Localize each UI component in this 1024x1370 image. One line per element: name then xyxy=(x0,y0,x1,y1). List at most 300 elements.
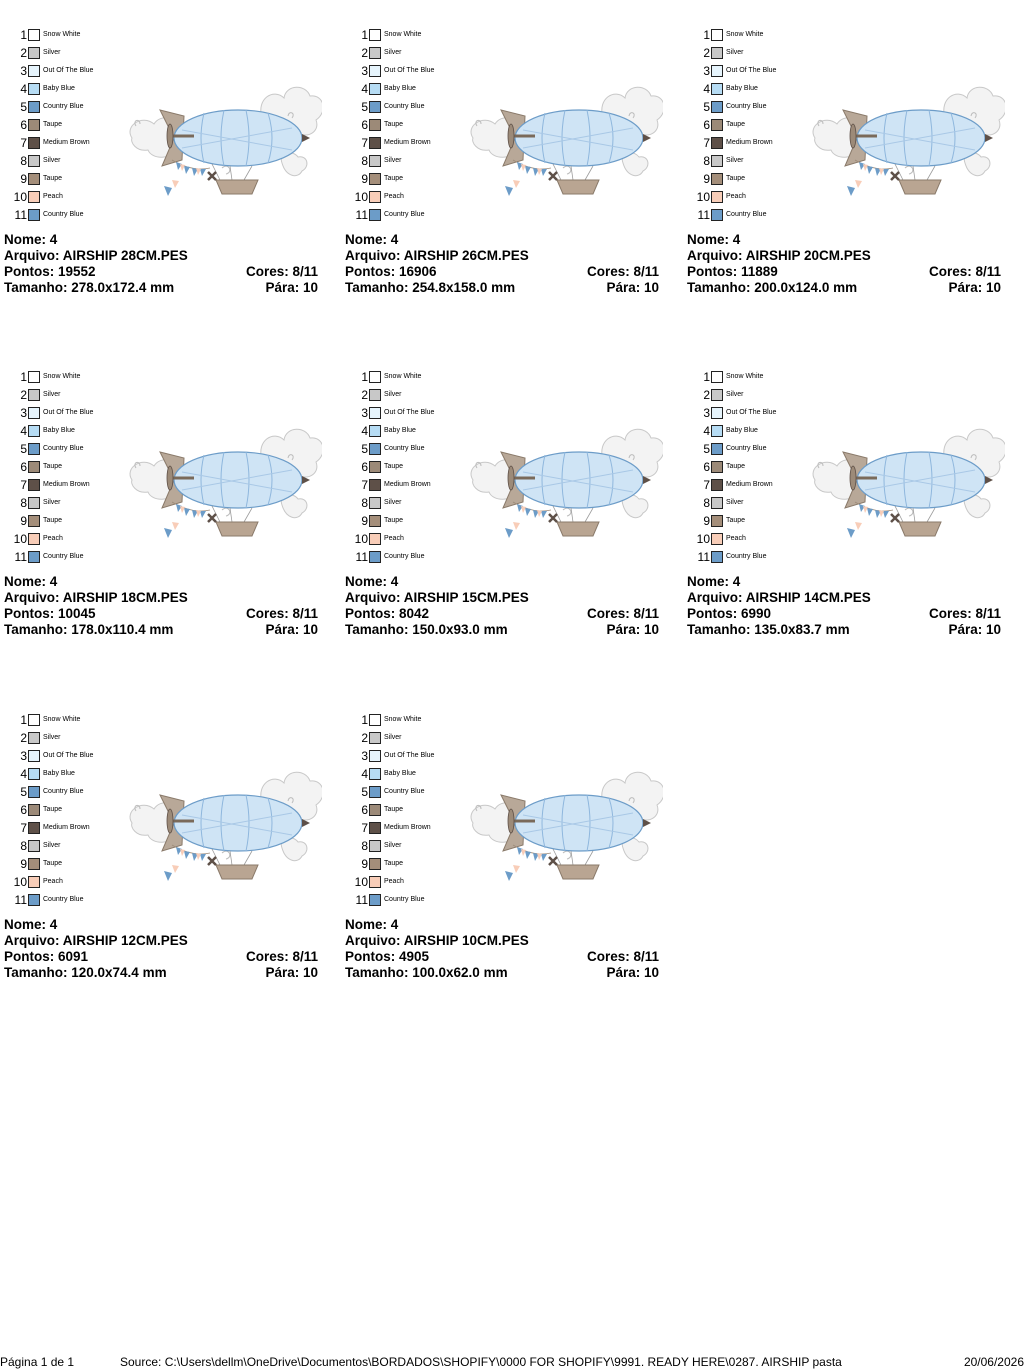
legend-number: 1 xyxy=(361,370,368,384)
legend-swatch xyxy=(28,786,40,798)
legend-name: Medium Brown xyxy=(726,481,773,488)
design-file: Arquivo: AIRSHIP 26CM.PES xyxy=(345,248,529,263)
legend-number: 10 xyxy=(13,190,27,204)
legend-swatch xyxy=(28,407,40,419)
legend-number: 8 xyxy=(20,154,27,168)
legend-swatch xyxy=(28,461,40,473)
legend-number: 10 xyxy=(354,532,368,546)
legend-swatch xyxy=(369,732,381,744)
legend-number: 2 xyxy=(20,46,27,60)
legend-swatch xyxy=(369,894,381,906)
design-preview xyxy=(112,68,322,208)
legend-name: Baby Blue xyxy=(43,770,75,777)
legend-swatch xyxy=(28,119,40,131)
legend-name: Silver xyxy=(43,391,61,398)
legend-name: Taupe xyxy=(43,806,63,813)
legend-number: 11 xyxy=(14,208,27,222)
design-colors: Cores: 8/11 xyxy=(928,606,1001,621)
legend-number: 5 xyxy=(361,100,368,114)
legend-number: 2 xyxy=(20,388,27,402)
legend-name: Taupe xyxy=(43,517,63,524)
legend-number: 8 xyxy=(703,154,710,168)
legend-name: Baby Blue xyxy=(384,85,416,92)
design-size: Tamanho: 254.8x158.0 mm xyxy=(345,280,516,295)
legend-swatch xyxy=(28,47,40,59)
legend-row xyxy=(10,368,130,386)
legend-row xyxy=(693,368,813,386)
legend-number: 4 xyxy=(703,424,710,438)
legend-swatch xyxy=(369,155,381,167)
legend-number: 4 xyxy=(703,82,710,96)
legend-name: Peach xyxy=(384,535,404,542)
legend-swatch xyxy=(711,479,723,491)
legend-name: Peach xyxy=(384,878,404,885)
legend-name: Country Blue xyxy=(726,553,767,560)
legend-swatch xyxy=(28,65,40,77)
design-name: Nome: 4 xyxy=(687,232,741,247)
legend-number: 5 xyxy=(703,442,710,456)
legend-number: 11 xyxy=(355,550,368,564)
legend-name: Country Blue xyxy=(43,211,84,218)
legend-name: Baby Blue xyxy=(43,427,75,434)
legend-number: 11 xyxy=(14,550,27,564)
legend-name: Taupe xyxy=(384,806,404,813)
legend-number: 5 xyxy=(361,785,368,799)
legend-swatch xyxy=(28,840,40,852)
legend-swatch xyxy=(369,714,381,726)
legend-swatch xyxy=(711,119,723,131)
design-info xyxy=(4,232,318,296)
legend-number: 2 xyxy=(361,731,368,745)
legend-name: Silver xyxy=(384,391,402,398)
legend-name: Snow White xyxy=(384,31,422,38)
legend-name: Silver xyxy=(384,499,402,506)
legend-number: 10 xyxy=(354,875,368,889)
legend-swatch xyxy=(711,443,723,455)
legend-swatch xyxy=(369,840,381,852)
design-file: Arquivo: AIRSHIP 15CM.PES xyxy=(345,590,529,605)
legend-number: 11 xyxy=(355,208,368,222)
legend-row xyxy=(10,711,130,729)
design-file: Arquivo: AIRSHIP 18CM.PES xyxy=(4,590,188,605)
legend-name: Country Blue xyxy=(43,553,84,560)
legend-name: Baby Blue xyxy=(384,427,416,434)
legend-row xyxy=(351,711,471,729)
legend-name: Medium Brown xyxy=(384,139,431,146)
design-colors: Cores: 8/11 xyxy=(586,949,659,964)
legend-row xyxy=(10,386,130,404)
legend-name: Peach xyxy=(726,193,746,200)
legend-row xyxy=(351,368,471,386)
legend-name: Taupe xyxy=(726,463,746,470)
legend-swatch xyxy=(711,191,723,203)
design-file: Arquivo: AIRSHIP 20CM.PES xyxy=(687,248,871,263)
legend-number: 11 xyxy=(697,550,710,564)
legend-swatch xyxy=(28,732,40,744)
airship-embroidery-icon xyxy=(453,68,663,208)
design-size: Tamanho: 100.0x62.0 mm xyxy=(345,965,508,980)
legend-name: Out Of The Blue xyxy=(384,752,435,759)
legend-number: 1 xyxy=(20,370,27,384)
design-stitches: Pontos: 16906 xyxy=(345,264,437,279)
legend-swatch xyxy=(28,768,40,780)
source-path: Source: C:\Users\dellm\OneDrive\Documentos\BORDADOS\SHOPIFY\0000 FOR SHOPIFY\9991. READY HERE\0287. AIRSHIP pasta xyxy=(120,1355,842,1369)
legend-name: Country Blue xyxy=(726,211,767,218)
design-card xyxy=(683,0,1003,320)
legend-name: Out Of The Blue xyxy=(726,67,777,74)
legend-name: Taupe xyxy=(43,175,63,182)
legend-name: Out Of The Blue xyxy=(384,409,435,416)
legend-name: Snow White xyxy=(43,716,81,723)
design-preview xyxy=(453,68,663,208)
design-name: Nome: 4 xyxy=(345,232,399,247)
legend-swatch xyxy=(28,822,40,834)
legend-name: Out Of The Blue xyxy=(726,409,777,416)
legend-number: 7 xyxy=(361,478,368,492)
legend-number: 7 xyxy=(361,136,368,150)
legend-name: Silver xyxy=(43,499,61,506)
legend-swatch xyxy=(711,83,723,95)
legend-name: Taupe xyxy=(43,121,63,128)
legend-row xyxy=(351,729,471,747)
design-stitches: Pontos: 11889 xyxy=(687,264,778,279)
airship-embroidery-icon xyxy=(453,753,663,893)
legend-name: Taupe xyxy=(726,175,746,182)
legend-row xyxy=(693,386,813,404)
design-info xyxy=(4,574,318,638)
legend-number: 7 xyxy=(20,821,27,835)
design-stitches: Pontos: 10045 xyxy=(4,606,96,621)
legend-row xyxy=(10,891,130,909)
legend-number: 10 xyxy=(696,190,710,204)
legend-swatch xyxy=(711,47,723,59)
legend-name: Baby Blue xyxy=(384,770,416,777)
legend-name: Taupe xyxy=(384,517,404,524)
design-preview xyxy=(453,753,663,893)
design-card xyxy=(0,0,320,320)
legend-name: Taupe xyxy=(384,860,404,867)
legend-name: Country Blue xyxy=(384,103,425,110)
legend-number: 7 xyxy=(20,136,27,150)
legend-swatch xyxy=(369,768,381,780)
legend-name: Taupe xyxy=(726,517,746,524)
legend-swatch xyxy=(28,443,40,455)
legend-swatch xyxy=(369,173,381,185)
design-stops: Pára: 10 xyxy=(606,965,659,980)
design-size: Tamanho: 150.0x93.0 mm xyxy=(345,622,508,637)
legend-number: 3 xyxy=(20,749,27,763)
design-stitches: Pontos: 6990 xyxy=(687,606,772,621)
legend-number: 1 xyxy=(20,713,27,727)
legend-name: Out Of The Blue xyxy=(43,67,94,74)
legend-number: 7 xyxy=(703,478,710,492)
legend-row xyxy=(351,44,471,62)
design-card xyxy=(0,685,320,1005)
design-colors: Cores: 8/11 xyxy=(245,264,318,279)
legend-swatch xyxy=(28,425,40,437)
design-size: Tamanho: 278.0x172.4 mm xyxy=(4,280,175,295)
design-info xyxy=(687,574,1001,638)
legend-number: 9 xyxy=(20,857,27,871)
legend-number: 6 xyxy=(20,803,27,817)
design-stitches: Pontos: 19552 xyxy=(4,264,96,279)
legend-swatch xyxy=(711,389,723,401)
airship-embroidery-icon xyxy=(112,410,322,550)
legend-swatch xyxy=(369,83,381,95)
legend-swatch xyxy=(711,407,723,419)
legend-row xyxy=(10,206,130,224)
legend-swatch xyxy=(28,750,40,762)
legend-name: Medium Brown xyxy=(726,139,773,146)
design-preview xyxy=(795,68,1005,208)
legend-swatch xyxy=(711,515,723,527)
page-footer xyxy=(0,1354,1024,1370)
legend-name: Snow White xyxy=(384,716,422,723)
legend-name: Taupe xyxy=(384,175,404,182)
legend-number: 2 xyxy=(703,46,710,60)
legend-swatch xyxy=(711,425,723,437)
legend-swatch xyxy=(28,173,40,185)
airship-embroidery-icon xyxy=(112,753,322,893)
design-file: Arquivo: AIRSHIP 14CM.PES xyxy=(687,590,871,605)
design-file: Arquivo: AIRSHIP 12CM.PES xyxy=(4,933,188,948)
legend-swatch xyxy=(711,209,723,221)
legend-name: Country Blue xyxy=(384,896,425,903)
legend-number: 2 xyxy=(703,388,710,402)
legend-number: 3 xyxy=(361,749,368,763)
legend-swatch xyxy=(711,461,723,473)
legend-number: 10 xyxy=(696,532,710,546)
legend-name: Country Blue xyxy=(726,445,767,452)
legend-swatch xyxy=(711,371,723,383)
design-name: Nome: 4 xyxy=(4,574,58,589)
legend-number: 6 xyxy=(361,460,368,474)
legend-swatch xyxy=(369,209,381,221)
design-file: Arquivo: AIRSHIP 10CM.PES xyxy=(345,933,529,948)
legend-number: 8 xyxy=(361,154,368,168)
legend-number: 6 xyxy=(703,118,710,132)
design-info xyxy=(345,917,659,981)
legend-swatch xyxy=(711,173,723,185)
design-name: Nome: 4 xyxy=(687,574,741,589)
legend-swatch xyxy=(369,533,381,545)
legend-name: Snow White xyxy=(726,31,764,38)
design-colors: Cores: 8/11 xyxy=(928,264,1001,279)
design-preview xyxy=(112,753,322,893)
legend-name: Taupe xyxy=(43,860,63,867)
legend-number: 10 xyxy=(354,190,368,204)
legend-number: 3 xyxy=(20,406,27,420)
legend-swatch xyxy=(369,101,381,113)
legend-name: Silver xyxy=(726,391,744,398)
legend-swatch xyxy=(28,533,40,545)
legend-swatch xyxy=(28,191,40,203)
legend-swatch xyxy=(369,479,381,491)
legend-number: 10 xyxy=(13,875,27,889)
legend-number: 6 xyxy=(20,460,27,474)
legend-number: 9 xyxy=(361,857,368,871)
legend-number: 8 xyxy=(20,496,27,510)
legend-row xyxy=(693,206,813,224)
design-stops: Pára: 10 xyxy=(606,622,659,637)
legend-number: 11 xyxy=(14,893,27,907)
legend-row xyxy=(693,44,813,62)
legend-swatch xyxy=(369,47,381,59)
legend-name: Medium Brown xyxy=(384,824,431,831)
legend-swatch xyxy=(369,371,381,383)
legend-name: Country Blue xyxy=(384,445,425,452)
legend-swatch xyxy=(369,515,381,527)
legend-name: Silver xyxy=(726,49,744,56)
legend-number: 7 xyxy=(20,478,27,492)
legend-swatch xyxy=(28,551,40,563)
legend-name: Baby Blue xyxy=(726,85,758,92)
legend-swatch xyxy=(369,65,381,77)
design-info xyxy=(345,574,659,638)
legend-name: Silver xyxy=(726,157,744,164)
legend-name: Silver xyxy=(726,499,744,506)
legend-name: Peach xyxy=(43,193,63,200)
legend-swatch xyxy=(369,29,381,41)
legend-name: Peach xyxy=(726,535,746,542)
legend-number: 1 xyxy=(703,28,710,42)
legend-name: Baby Blue xyxy=(726,427,758,434)
legend-name: Silver xyxy=(384,157,402,164)
legend-name: Out Of The Blue xyxy=(384,67,435,74)
legend-swatch xyxy=(369,786,381,798)
print-date: 20/06/2026 xyxy=(963,1355,1024,1369)
legend-swatch xyxy=(28,858,40,870)
legend-swatch xyxy=(369,425,381,437)
legend-name: Peach xyxy=(384,193,404,200)
design-preview xyxy=(112,410,322,550)
legend-number: 1 xyxy=(703,370,710,384)
design-stitches: Pontos: 6091 xyxy=(4,949,89,964)
legend-swatch xyxy=(28,479,40,491)
legend-name: Medium Brown xyxy=(43,481,90,488)
legend-number: 3 xyxy=(361,406,368,420)
design-card xyxy=(341,342,661,662)
legend-row xyxy=(10,548,130,566)
legend-number: 4 xyxy=(20,424,27,438)
legend-name: Country Blue xyxy=(726,103,767,110)
design-colors: Cores: 8/11 xyxy=(586,264,659,279)
legend-swatch xyxy=(28,137,40,149)
legend-number: 6 xyxy=(20,118,27,132)
design-size: Tamanho: 120.0x74.4 mm xyxy=(4,965,167,980)
legend-number: 11 xyxy=(355,893,368,907)
design-name: Nome: 4 xyxy=(4,917,58,932)
legend-number: 8 xyxy=(20,839,27,853)
legend-name: Taupe xyxy=(726,121,746,128)
legend-number: 1 xyxy=(20,28,27,42)
legend-number: 3 xyxy=(361,64,368,78)
legend-number: 2 xyxy=(361,46,368,60)
legend-name: Country Blue xyxy=(384,553,425,560)
legend-swatch xyxy=(28,389,40,401)
legend-number: 7 xyxy=(703,136,710,150)
design-file: Arquivo: AIRSHIP 28CM.PES xyxy=(4,248,188,263)
airship-embroidery-icon xyxy=(795,410,1005,550)
legend-name: Taupe xyxy=(384,121,404,128)
legend-number: 1 xyxy=(361,713,368,727)
legend-name: Silver xyxy=(384,734,402,741)
legend-number: 10 xyxy=(13,532,27,546)
page-number: Página 1 de 1 xyxy=(0,1355,75,1369)
legend-swatch xyxy=(369,137,381,149)
legend-number: 4 xyxy=(361,424,368,438)
legend-swatch xyxy=(369,191,381,203)
legend-swatch xyxy=(369,822,381,834)
legend-number: 9 xyxy=(20,172,27,186)
design-size: Tamanho: 178.0x110.4 mm xyxy=(4,622,174,637)
legend-swatch xyxy=(369,389,381,401)
legend-swatch xyxy=(28,804,40,816)
legend-row xyxy=(351,891,471,909)
legend-name: Country Blue xyxy=(43,445,84,452)
legend-number: 4 xyxy=(20,82,27,96)
legend-swatch xyxy=(28,515,40,527)
design-size: Tamanho: 200.0x124.0 mm xyxy=(687,280,858,295)
design-stops: Pára: 10 xyxy=(265,965,318,980)
legend-name: Country Blue xyxy=(43,788,84,795)
legend-number: 4 xyxy=(20,767,27,781)
legend-number: 9 xyxy=(703,514,710,528)
legend-number: 9 xyxy=(703,172,710,186)
legend-number: 2 xyxy=(20,731,27,745)
legend-name: Medium Brown xyxy=(384,481,431,488)
legend-swatch xyxy=(28,876,40,888)
legend-swatch xyxy=(711,533,723,545)
design-colors: Cores: 8/11 xyxy=(245,949,318,964)
legend-number: 1 xyxy=(361,28,368,42)
legend-name: Baby Blue xyxy=(43,85,75,92)
legend-row xyxy=(693,548,813,566)
legend-number: 6 xyxy=(361,118,368,132)
design-colors: Cores: 8/11 xyxy=(586,606,659,621)
legend-swatch xyxy=(711,551,723,563)
legend-number: 3 xyxy=(703,64,710,78)
legend-swatch xyxy=(369,804,381,816)
legend-swatch xyxy=(28,497,40,509)
legend-number: 8 xyxy=(361,839,368,853)
legend-number: 6 xyxy=(361,803,368,817)
legend-number: 5 xyxy=(20,100,27,114)
legend-row xyxy=(10,729,130,747)
legend-swatch xyxy=(28,155,40,167)
legend-number: 7 xyxy=(361,821,368,835)
legend-swatch xyxy=(369,876,381,888)
design-card xyxy=(0,342,320,662)
legend-name: Snow White xyxy=(43,31,81,38)
legend-swatch xyxy=(369,497,381,509)
design-name: Nome: 4 xyxy=(4,232,58,247)
legend-number: 5 xyxy=(20,785,27,799)
legend-swatch xyxy=(711,65,723,77)
legend-swatch xyxy=(369,443,381,455)
legend-row xyxy=(10,26,130,44)
legend-swatch xyxy=(369,119,381,131)
legend-swatch xyxy=(711,155,723,167)
design-size: Tamanho: 135.0x83.7 mm xyxy=(687,622,850,637)
legend-row xyxy=(351,386,471,404)
design-card xyxy=(683,342,1003,662)
legend-name: Peach xyxy=(43,878,63,885)
legend-swatch xyxy=(369,750,381,762)
design-preview xyxy=(795,410,1005,550)
legend-swatch xyxy=(711,29,723,41)
legend-name: Snow White xyxy=(384,373,422,380)
